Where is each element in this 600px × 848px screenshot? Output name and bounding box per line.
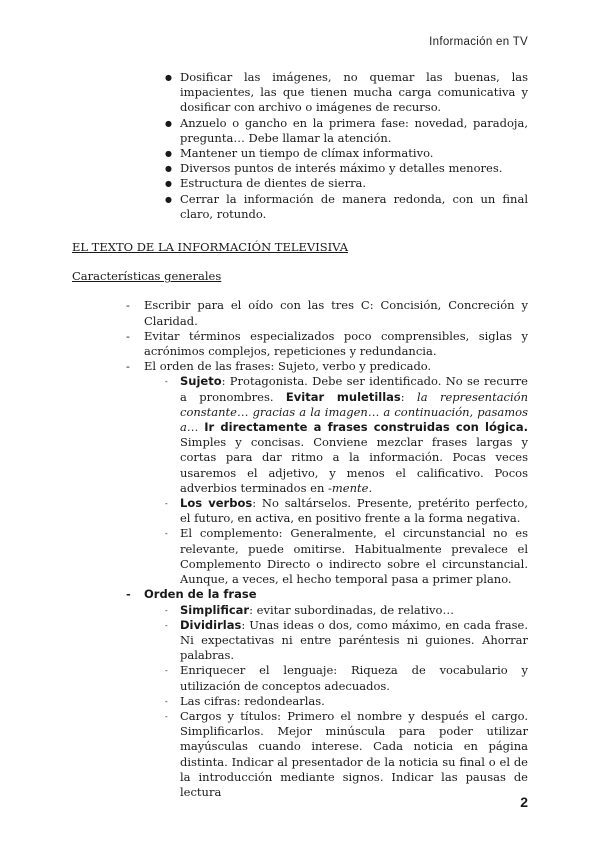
top-bullet-list [72, 70, 528, 222]
simplificar-label: Simplificar [180, 602, 250, 617]
list-item-sujeto [144, 374, 528, 496]
running-header: Información en TV [429, 36, 528, 48]
list-item [72, 359, 528, 587]
list-item: - Enriquecer el lenguaje: Riqueza de vocabulario y utilización de conceptos adecuados. [144, 663, 528, 693]
dividirlas-label: Dividirlas [180, 617, 242, 632]
sujeto-text: . [368, 480, 373, 495]
sujeto-text: : Protagonista. Debe ser identificado. No se recurre a pronombres. [180, 374, 528, 404]
list-item: ● Cerrar la información de manera redonda, con un final claro, rotundo. [72, 192, 528, 222]
list-item-complemento: - El complemento: Generalmente, el circunstancial no es relevante, puede omitirse. Habitualmente prevalece el Complemento Directo o indirecto sobre el circunstancial. Aunque, a veces, el hecho temporal pasa a primer plano. [144, 526, 528, 587]
list-item: ● Anzuelo o gancho en la primera fase: novedad, paradoja, pregunta… Debe llamar la atención. [72, 116, 528, 146]
section-title: EL TEXTO DE LA INFORMACIÓN TELEVISIVA [72, 240, 348, 255]
orden-title: Orden de la frase [144, 587, 257, 602]
sujeto-text: Simples y concisas. Conviene mezclar frases largas y cortas para dar ritmo a la información. Pocas veces usaremos el adjetivo, y menos el calificativo. Pocos adverbios terminados en - [180, 435, 528, 495]
list-item: - Escribir para el oído con las tres C: Concisión, Concreción y Claridad. [72, 298, 528, 328]
sujeto-label: Sujeto [180, 374, 222, 389]
verbos-label: Los verbos [180, 496, 253, 511]
list-item: ● Estructura de dientes de sierra. [72, 176, 528, 191]
page-number: 2 [520, 794, 528, 810]
list-item-simplificar [144, 603, 528, 618]
sujeto-text: : [400, 389, 418, 404]
sentence-order-sublist [144, 374, 528, 587]
list-item: - Las cifras: redondearlas. [144, 694, 528, 709]
list-item: - Cargos y títulos: Primero el nombre y después el cargo. Simplificarlos. Mejor minúscula para poder utilizar mayúsculas cuando interese. Cada noticia en página distinta. Indicar al presentador de la noticia su final o el de la introducción mediante signos. Indicar las pausas de lectura [144, 709, 528, 800]
sujeto-italic-2: mente [331, 480, 369, 495]
sujeto-italic-1: la representación constante… gracias a la imagen… a continuación, pasamos a… [180, 389, 529, 435]
list-item-verbos [144, 496, 528, 526]
simplificar-text: : evitar subordinadas, de relativo… [249, 602, 454, 617]
sujeto-bold-2: Ir directamente a frases construidas con lógica. [204, 420, 528, 435]
list-item: ● Dosificar las imágenes, no quemar las buenas, las impacientes, las que tienen mucha carga comunicativa y dosificar con archivo o imágenes de recurso. [72, 70, 528, 116]
list-item: - Evitar términos especializados poco comprensibles, siglas y acrónimos complejos, repeticiones y redundancia. [72, 329, 528, 359]
list-item: ● Mantener un tiempo de clímax informativo. [72, 146, 528, 161]
subsection-title: Características generales [72, 269, 222, 284]
list-item-text: El orden de las frases: Sujeto, verbo y predicado. [144, 359, 432, 374]
list-item: ● Diversos puntos de interés máximo y detalles menores. [72, 161, 528, 176]
page-body [72, 70, 528, 800]
dividirlas-text: : Unas ideas o dos, como máximo, en cada frase. Ni expectativas ni entre paréntesis ni guiones. Ahorrar palabras. [180, 617, 528, 663]
list-item-dividirlas [144, 618, 528, 664]
list-item [72, 587, 528, 800]
sujeto-bold-1: Evitar muletillas [285, 389, 401, 404]
verbos-text: : No saltárselos. Presente, pretérito perfecto, el futuro, en activa, en positivo frente a la forma negativa. [180, 496, 528, 526]
characteristics-list [72, 298, 528, 800]
orden-sublist [144, 603, 528, 801]
